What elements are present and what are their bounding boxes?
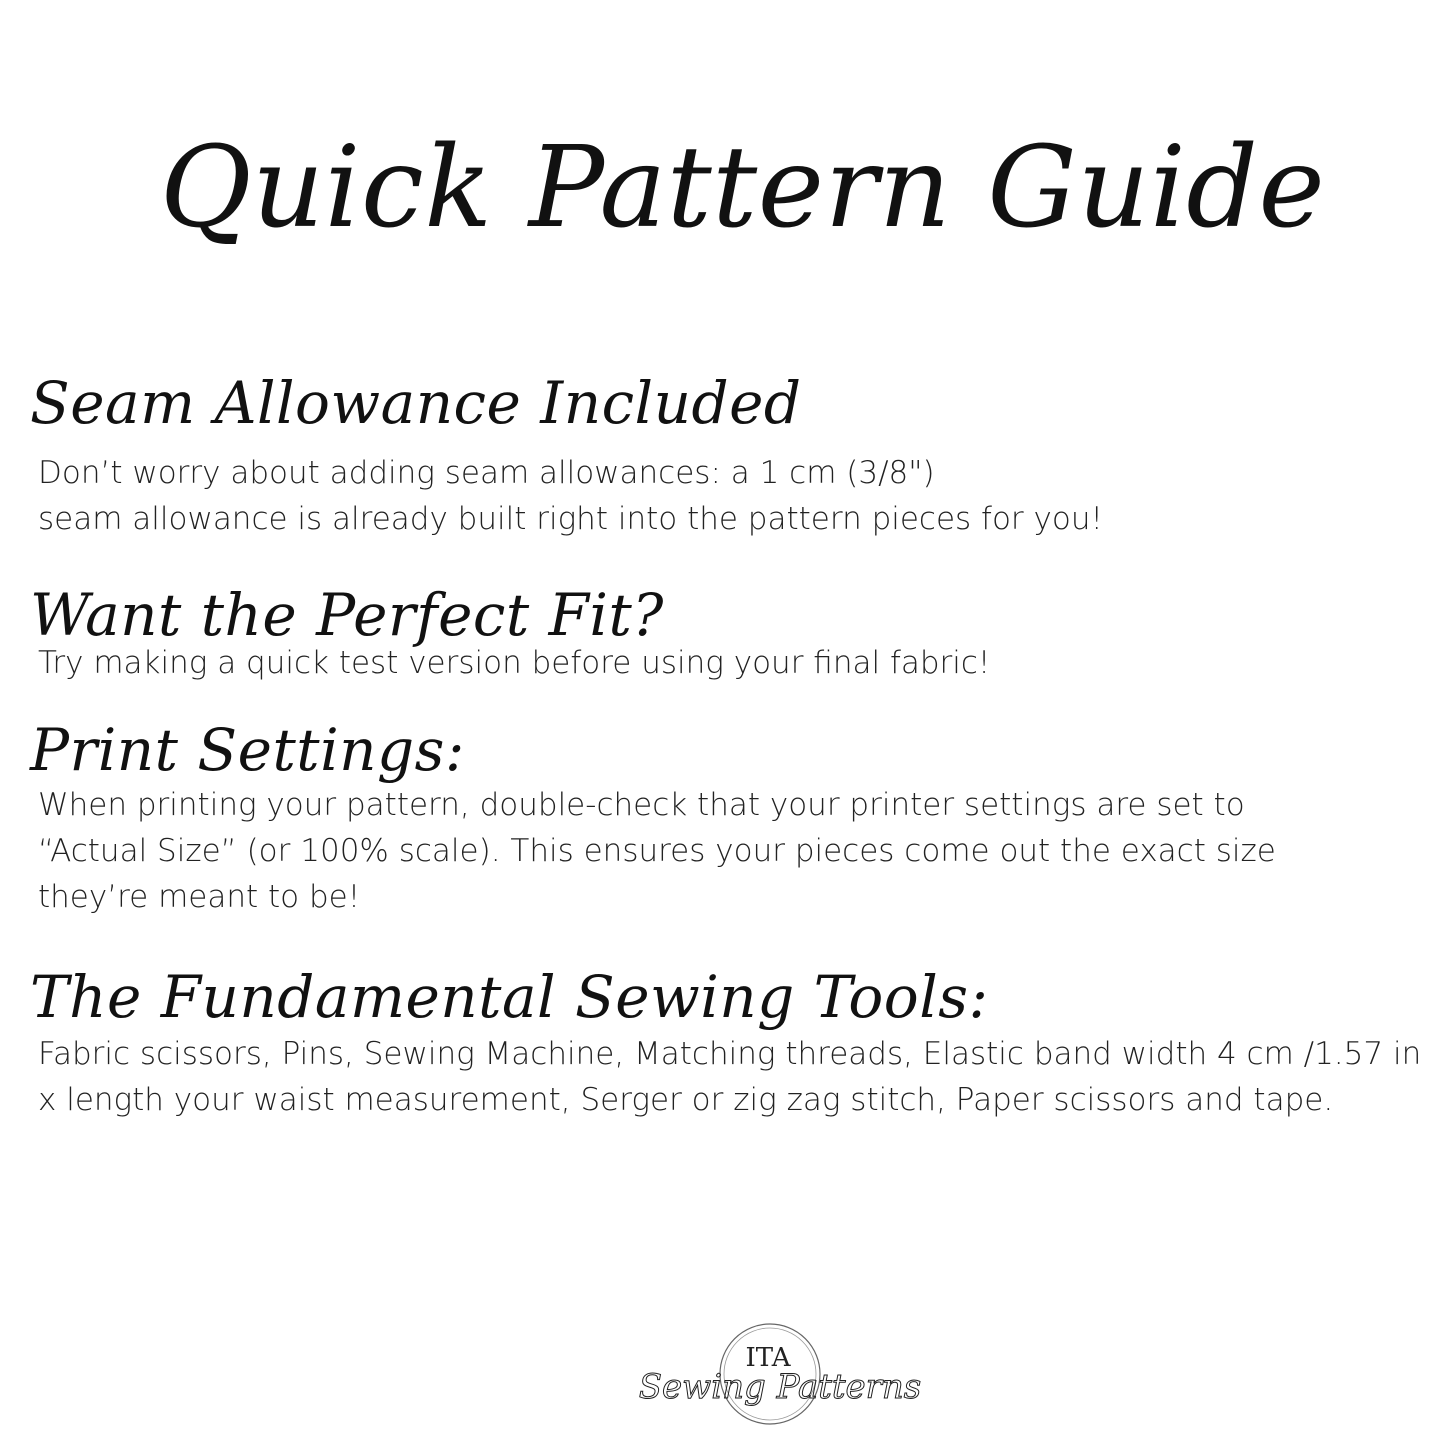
section-perfect-fit-heading: Want the Perfect Fit? xyxy=(30,581,664,649)
section-print-settings-heading: Print Settings: xyxy=(30,716,465,784)
body-line: “Actual Size” (or 100% scale). This ensures your pieces come out the exact size xyxy=(38,833,1276,869)
logo-monogram: ITA xyxy=(745,1343,791,1373)
body-line: x length your waist measurement, Serger or zig zag stitch, Paper scissors and tape. xyxy=(38,1082,1334,1118)
section-sewing-tools-body xyxy=(38,1031,1421,1123)
body-line: Fabric scissors, Pins, Sewing Machine, Matching threads, Elastic band width 4 cm /1.57 in xyxy=(38,1036,1422,1072)
logo-graphic xyxy=(620,1318,940,1438)
body-line: Don’t worry about adding seam allowances: a 1 cm (3/8") xyxy=(38,455,935,491)
section-sewing-tools-heading: The Fundamental Sewing Tools: xyxy=(30,963,989,1031)
section-print-settings-body xyxy=(38,782,1276,920)
page-title: Quick Pattern Guide xyxy=(159,123,1326,253)
logo-wordmark: Sewing Patterns xyxy=(638,1367,922,1407)
section-seam-allowance-body xyxy=(38,450,1103,542)
section-seam-allowance-heading: Seam Allowance Included xyxy=(30,369,802,437)
body-line: they’re meant to be! xyxy=(38,879,361,915)
body-line: When printing your pattern, double-check that your printer settings are set to xyxy=(38,787,1245,823)
body-line: seam allowance is already built right into the pattern pieces for you! xyxy=(38,501,1103,537)
body-line: Try making a quick test version before using your final fabric! xyxy=(38,645,991,681)
brand-logo xyxy=(620,1318,940,1438)
section-perfect-fit-body xyxy=(38,640,990,686)
